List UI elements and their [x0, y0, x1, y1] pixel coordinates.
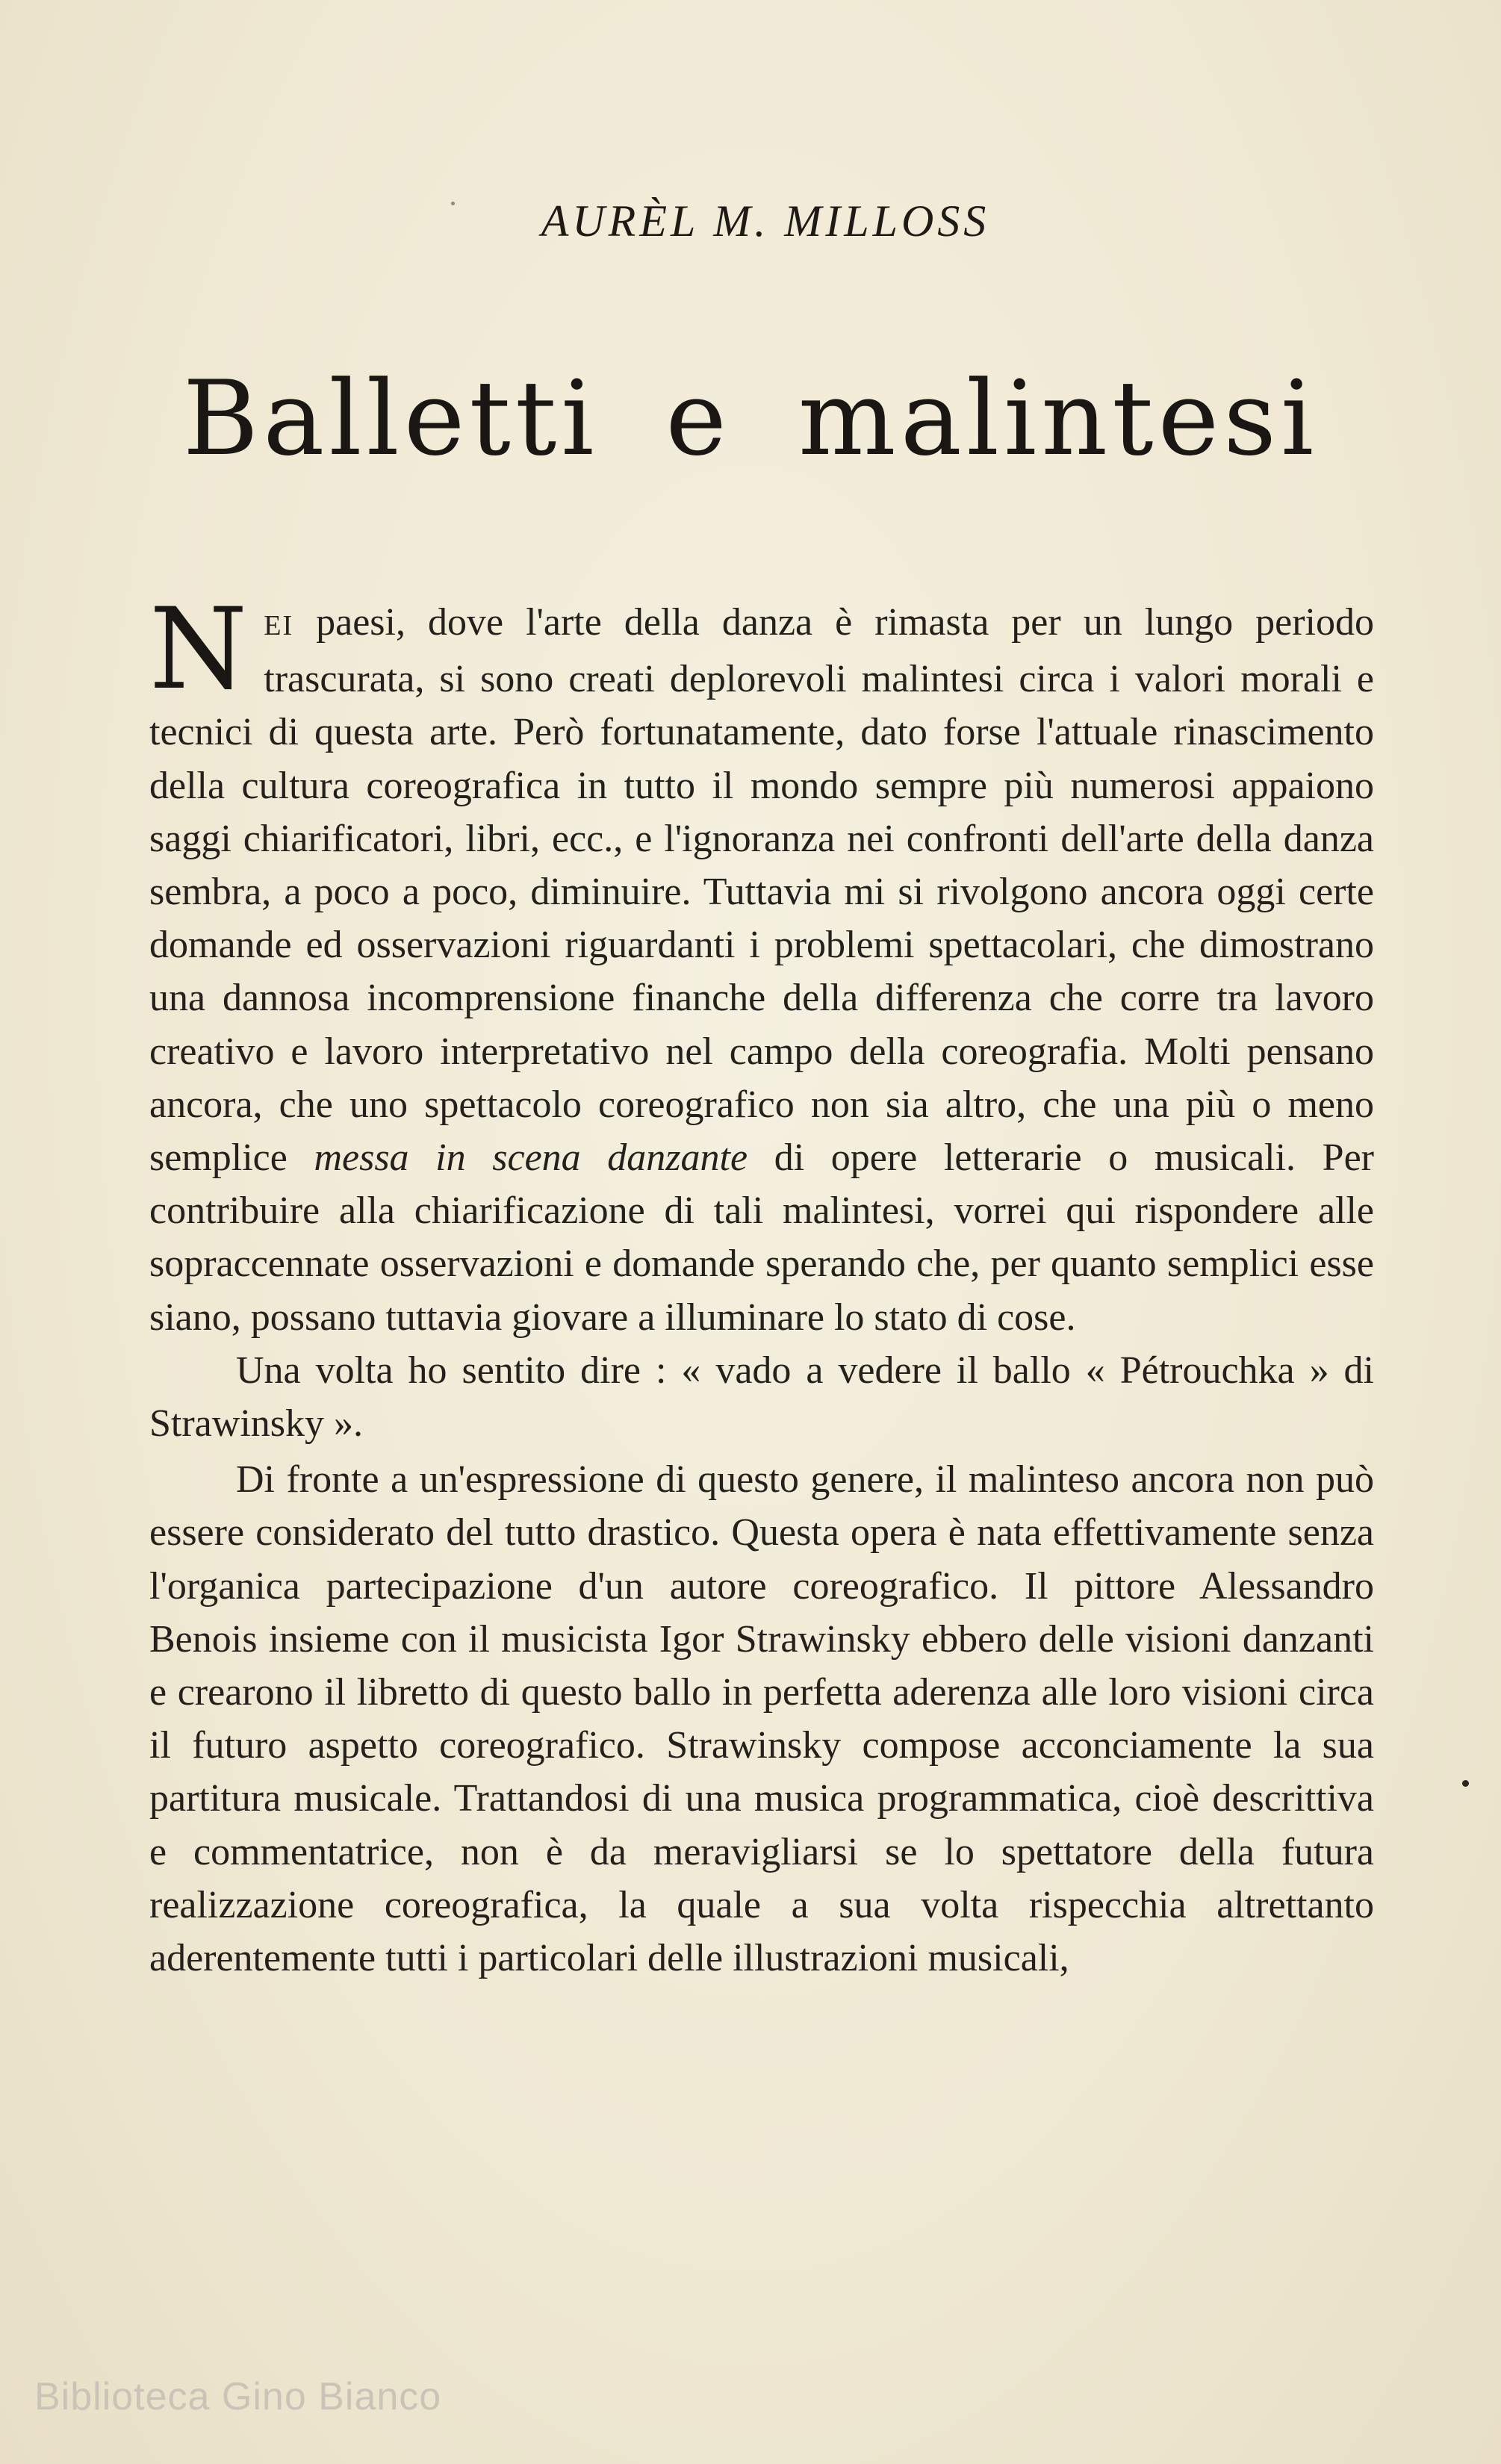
- paragraph-1-text: paesi, dove l'arte della danza è rimasta per un lungo periodo trascurata, si sono creati deplorevoli malintesi circa i valori morali e tecnici di questa arte. Però fortunatamente, dato forse l'attuale rinascimento della cultura coreografica in tutto il mondo sempre più numerosi appaiono saggi chiarificatori, libri, ecc., e l'ignoranza nei confronti dell'arte della danza sembra, a poco a poco, diminuire. Tuttavia mi si rivolgono ancora oggi certe domande ed osservazioni riguardanti i problemi spettacolari, che dimostrano una dannosa incomprensione finanche della differenza che corre tra lavoro creativo e lavoro interpretativo nel campo della coreografia. Molti pensano ancora, che uno spettacolo coreografico non sia altro, che una più o meno semplice: [149, 601, 1374, 1180]
- paragraph-2: Una volta ho sentito dire : « vado a vedere il ballo « Pétrouchka » di Strawinsky ».: [149, 1348, 1374, 1446]
- library-watermark: Biblioteca Gino Bianco: [34, 2375, 442, 2418]
- ink-speck: [451, 202, 455, 205]
- ink-speck: [1462, 1780, 1469, 1787]
- author-name: AURÈL M. MILLOSS: [541, 196, 990, 246]
- drop-cap: N: [149, 585, 248, 715]
- paragraph-1-end: di opere letterarie o musicali. Per contribuire alla chiarificazione di tali malintesi, vorrei qui rispondere alle sopraccennate osservazioni e domande sperando che, per quanto semplici esse siano, possano tuttavia giovare a illuminare lo stato di cose.: [149, 1136, 1374, 1339]
- paragraph-3: Di fronte a un'espressione di questo genere, il malinteso ancora non può essere considerato del tutto drastico. Questa opera è nata effettivamente senza l'organica partecipazione d'un autore coreografico. Il pittore Alessandro Benois insieme con il musicista Igor Strawinsky ebbero delle visioni danzanti e crearono il libretto di questo ballo in perfetta aderenza alle loro visioni circa il futuro aspetto coreografico. Strawinsky compose acconciamente la sua partitura musicale. Trattandosi di una musica programmatica, cioè descrittiva e commentatrice, non è da meravigliarsi se lo spettatore della futura realizzazione coreografica, la quale a sua volta rispecchia altrettanto aderentemente tutti i particolari delle illustrazioni musicali,: [149, 1458, 1374, 1980]
- article-body: [149, 585, 1374, 1985]
- lead-smallcaps: EI: [264, 610, 294, 641]
- article-title: Balletti e malintesi: [182, 358, 1319, 479]
- paragraph-1: [149, 585, 1374, 1344]
- italic-phrase: messa in scena danzante: [314, 1136, 748, 1180]
